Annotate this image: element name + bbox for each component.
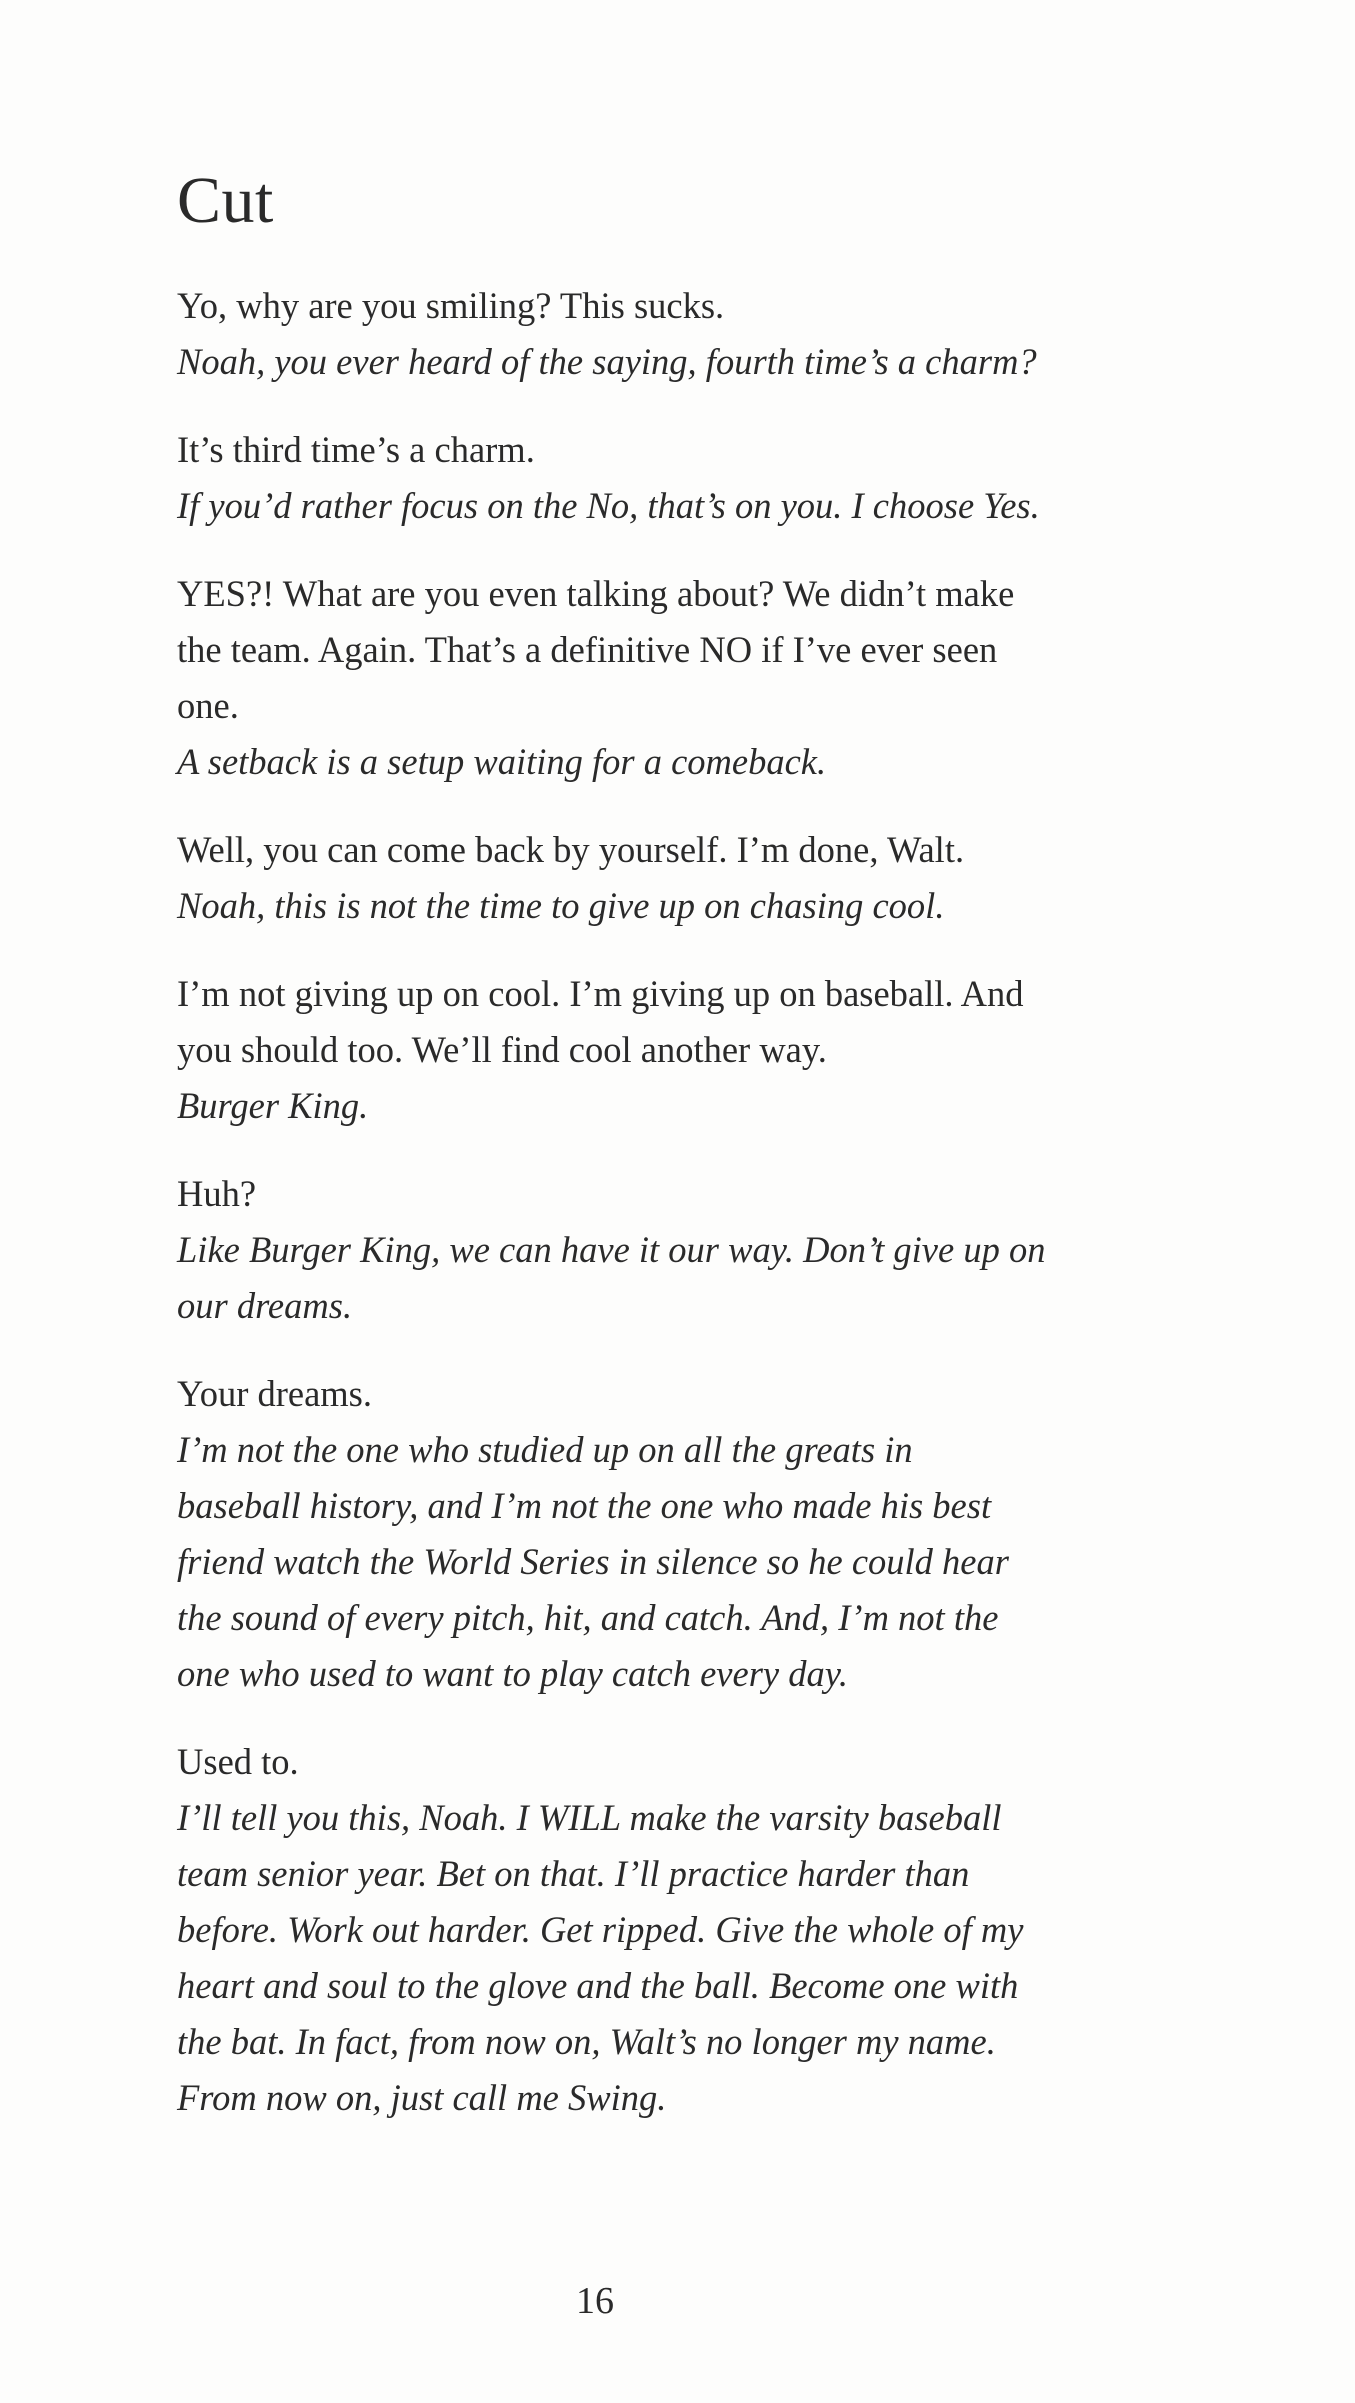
walt-line: heart and soul to the glove and the ball. Become one with — [177, 1965, 1019, 2006]
walt-line: A setback is a setup waiting for a comeback. — [177, 741, 827, 782]
walt-line: the sound of every pitch, hit, and catch. And, I’m not the — [177, 1597, 999, 1638]
stanza-5 — [177, 966, 1197, 1134]
noah-line: one. — [177, 685, 239, 726]
noah-line: Well, you can come back by yourself. I’m done, Walt. — [177, 829, 965, 870]
stanza-4 — [177, 822, 1197, 934]
walt-line: before. Work out harder. Get ripped. Give the whole of my — [177, 1909, 1024, 1950]
noah-line: Used to. — [177, 1741, 299, 1782]
walt-line: one who used to want to play catch every day. — [177, 1653, 849, 1694]
walt-line: I’m not the one who studied up on all the greats in — [177, 1429, 913, 1470]
walt-line: If you’d rather focus on the No, that’s on you. I choose Yes. — [177, 485, 1040, 526]
page-number: 16 — [576, 2280, 614, 2322]
walt-line: baseball history, and I’m not the one who made his best — [177, 1485, 992, 1526]
walt-line: Burger King. — [177, 1085, 369, 1126]
noah-line: It’s third time’s a charm. — [177, 429, 535, 470]
poem-title: Cut — [177, 164, 274, 237]
stanza-6 — [177, 1166, 1197, 1334]
walt-line: Noah, this is not the time to give up on chasing cool. — [177, 885, 945, 926]
noah-line: YES?! What are you even talking about? We didn’t make — [177, 573, 1015, 614]
walt-line: I’ll tell you this, Noah. I WILL make the varsity baseball — [177, 1797, 1002, 1838]
noah-line: Huh? — [177, 1173, 257, 1214]
stanza-3 — [177, 566, 1197, 790]
walt-line: our dreams. — [177, 1285, 353, 1326]
stanza-2 — [177, 422, 1197, 534]
walt-line: friend watch the World Series in silence so he could hear — [177, 1541, 1009, 1582]
stanza-8 — [177, 1734, 1197, 2126]
walt-line: Noah, you ever heard of the saying, fourth time’s a charm? — [177, 341, 1037, 382]
walt-line: Like Burger King, we can have it our way. Don’t give up on — [177, 1229, 1046, 1270]
noah-line: Your dreams. — [177, 1373, 373, 1414]
noah-line: Yo, why are you smiling? This sucks. — [177, 285, 725, 326]
walt-line: From now on, just call me Swing. — [177, 2077, 667, 2118]
noah-line: you should too. We’ll find cool another way. — [177, 1029, 827, 1070]
walt-line: team senior year. Bet on that. I’ll practice harder than — [177, 1853, 970, 1894]
dialogue-body — [177, 278, 1197, 2158]
noah-line: the team. Again. That’s a definitive NO if I’ve ever seen — [177, 629, 998, 670]
stanza-1 — [177, 278, 1197, 390]
noah-line: I’m not giving up on cool. I’m giving up on baseball. And — [177, 973, 1024, 1014]
walt-line: the bat. In fact, from now on, Walt’s no longer my name. — [177, 2021, 996, 2062]
stanza-7 — [177, 1366, 1197, 1702]
